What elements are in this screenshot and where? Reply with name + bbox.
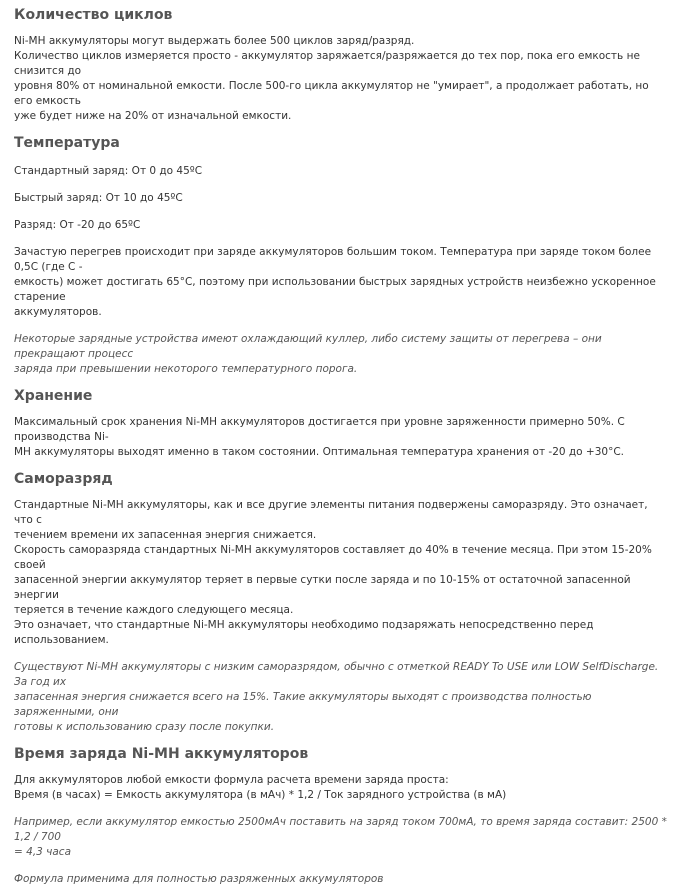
self-discharge-line: Скорость саморазряда стандартных Ni-MH аккумуляторов составляет до 40% в течение месяца. При этом 15-20% своей xyxy=(14,544,652,571)
self-discharge-italic-line: готовы к использованию сразу после покупки. xyxy=(14,721,275,733)
cycles-paragraph xyxy=(14,34,668,124)
charge-time-paragraph xyxy=(14,773,668,803)
cycles-line: уровня 80% от номинальной емкости. После 500-го цикла аккумулятор не "умирает", а продолжает работать, но его емкость xyxy=(14,80,649,107)
heading-storage: Хранение xyxy=(14,388,93,404)
self-discharge-line: Стандартные Ni-MH аккумуляторы, как и все другие элементы питания подвержены саморазряду. Это означает, что с xyxy=(14,499,648,526)
heading-cycles: Количество циклов xyxy=(14,7,173,23)
heading-temperature: Температура xyxy=(14,135,120,151)
charge-time-example-line: Например, если аккумулятор емкостью 2500мАч поставить на заряд током 700мА, то время заряда составит: 2500 * 1,2 / 700 xyxy=(14,816,667,843)
storage-line: MH аккумуляторы выходят именно в таком состоянии. Оптимальная температура хранения от -20 до +30°C. xyxy=(14,446,624,458)
self-discharge-line: течением времени их запасенная энергия снижается. xyxy=(14,529,317,541)
self-discharge-italic-line: Существуют Ni-MH аккумуляторы с низким саморазрядом, обычно с отметкой READY To USE или LOW SelfDischarge. За год их xyxy=(14,661,659,688)
temp-note-line: емкость) может достигать 65°C, поэтому при использовании быстрых зарядных устройств неизбежно ускоренное старение xyxy=(14,276,656,303)
self-discharge-line: Это означает, что стандартные Ni-MH аккумуляторы необходимо подзаряжать непосредственно перед использованием. xyxy=(14,619,594,646)
temp-fast-charge: Быстрый заряд: От 10 до 45ºC xyxy=(14,192,183,204)
temp-note-line: аккумуляторов. xyxy=(14,306,102,318)
charge-time-line: Для аккумуляторов любой емкости формула расчета времени заряда проста: xyxy=(14,774,449,786)
self-discharge-italic-line: запасенная энергия снижается всего на 15%. Такие аккумуляторы выходят с производства полностью заряженными, они xyxy=(14,691,592,718)
cycles-line: Количество циклов измеряется просто - аккумулятор заряжается/разряжается до тех пор, пока его емкость не снизится до xyxy=(14,50,640,77)
temp-discharge: Разряд: От -20 до 65ºC xyxy=(14,219,141,231)
heading-charge-time: Время заряда Ni-MH аккумуляторов xyxy=(14,746,309,762)
charge-time-example xyxy=(14,815,668,860)
self-discharge-italic-paragraph xyxy=(14,660,668,735)
temp-note-paragraph xyxy=(14,245,668,320)
charge-time-formula: Время (в часах) = Емкость аккумулятора (в мАч) * 1,2 / Ток зарядного устройства (в мА) xyxy=(14,789,507,801)
heading-self-discharge: Саморазряд xyxy=(14,471,113,487)
storage-line: Максимальный срок хранения Ni-MH аккумуляторов достигается при уровне заряженности примерно 50%. С производства Ni- xyxy=(14,416,625,443)
charge-time-footnote: Формула применима для полностью разряженных аккумуляторов xyxy=(14,873,384,885)
temp-italic-paragraph xyxy=(14,332,668,377)
self-discharge-line: теряется в течение каждого следующего месяца. xyxy=(14,604,294,616)
temp-italic-line: заряда при превышении некоторого температурного порога. xyxy=(14,363,358,375)
temp-standard-charge: Стандартный заряд: От 0 до 45ºC xyxy=(14,165,203,177)
temp-italic-line: Некоторые зарядные устройства имеют охлаждающий куллер, либо систему защиты от перегрева – они прекращают процесс xyxy=(14,333,602,360)
self-discharge-paragraph xyxy=(14,498,668,648)
cycles-line: Ni-MH аккумуляторы могут выдержать более 500 циклов заряд/разряд. xyxy=(14,35,415,47)
temp-note-line: Зачастую перегрев происходит при заряде аккумуляторов большим током. Температура при заряде током более 0,5C (где С - xyxy=(14,246,652,273)
charge-time-example-line: = 4,3 часа xyxy=(14,846,72,858)
storage-paragraph xyxy=(14,415,668,460)
cycles-line: уже будет ниже на 20% от изначальной емкости. xyxy=(14,110,292,122)
self-discharge-line: запасенной энергии аккумулятор теряет в первые сутки после заряда и по 10-15% от остаточной запасенной энергии xyxy=(14,574,631,601)
